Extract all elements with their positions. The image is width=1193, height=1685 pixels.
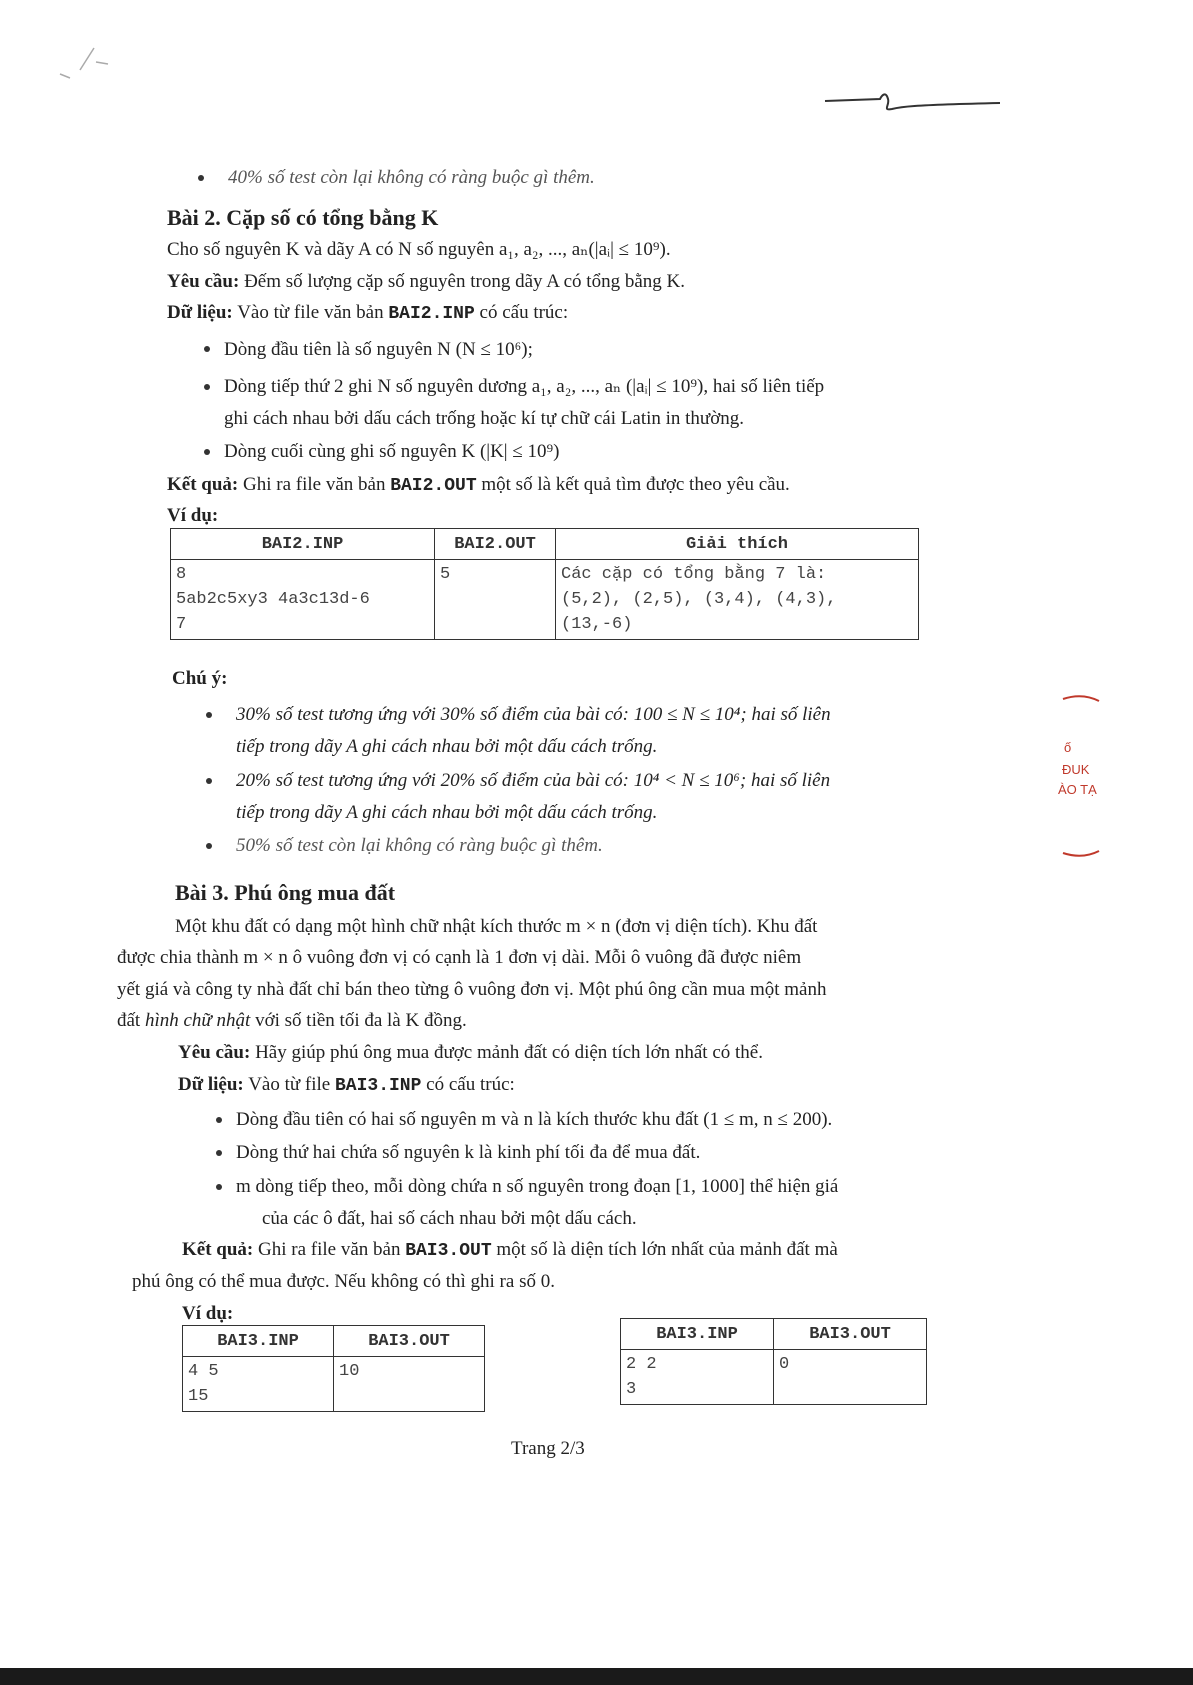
bai2-note-2: 20% số test tương ứng với 20% số điểm của bài có: 10⁴ < N ≤ 10⁶; hai số liên — [236, 770, 831, 791]
page-number: Trang 2/3 — [511, 1438, 585, 1459]
bullet — [216, 1150, 222, 1156]
table-cell-inp: 4 5 15 — [183, 1357, 334, 1412]
bai3-requirement — [178, 1039, 763, 1066]
data-label: Dữ liệu: — [167, 302, 233, 323]
table-header: BAI3.INP — [183, 1326, 334, 1357]
req-label: Yêu cầu: — [167, 271, 240, 292]
table-cell-out: 0 — [774, 1350, 927, 1405]
table-header: BAI3.OUT — [774, 1319, 927, 1350]
stamp-fragment-2: ĐUK — [1062, 762, 1090, 777]
table-cell-out: 5 — [435, 560, 556, 640]
result-label: Kết quả: — [167, 474, 239, 495]
bai2-title: Bài 2. Cặp số có tổng bằng K — [167, 205, 439, 230]
bai2-bullet-2-cont: ghi cách nhau bởi dấu cách trống hoặc kí tự chữ cái Latin in thường. — [224, 408, 745, 429]
table-header: BAI3.INP — [621, 1319, 774, 1350]
bullet — [216, 1184, 222, 1190]
bai2-result — [167, 471, 790, 500]
bai2-note-3: 50% số test còn lại không có ràng buộc gì thêm. — [236, 835, 603, 856]
para-italic: hình chữ nhật — [144, 1010, 251, 1031]
bai3-para-1: Một khu đất có dạng một hình chữ nhật kích thước m × n (đơn vị diện tích). Khu đất — [175, 916, 818, 937]
bai3-para-2: được chia thành m × n ô vuông đơn vị có cạnh là 1 đơn vị dài. Mỗi ô vuông đã được niêm — [117, 947, 802, 968]
bai3-result — [182, 1236, 838, 1265]
result-post: một số là kết quả tìm được theo yêu cầu. — [481, 474, 790, 495]
bai3-data — [178, 1071, 515, 1100]
table-cell-inp: 8 5ab2c5xy3 4a3c13d-6 7 — [171, 560, 435, 640]
bai3-title: Bài 3. Phú ông mua đất — [175, 880, 396, 905]
result-label: Kết quả: — [182, 1239, 254, 1260]
data-text-pre: Vào từ file — [248, 1074, 331, 1095]
scribble-mark — [50, 40, 130, 90]
bai3-para-3: yết giá và công ty nhà đất chỉ bán theo từng ô vuông đơn vị. Một phú ông cần mua một mảnh — [117, 979, 827, 1000]
stamp-fragment-1: ố — [1064, 740, 1072, 755]
table-cell-inp: 2 2 3 — [621, 1350, 774, 1405]
table-header: Giải thích — [556, 529, 919, 560]
bai3-para-4 — [117, 1007, 467, 1034]
bai2-bullet-2: Dòng tiếp thứ 2 ghi N số nguyên dương a₁, a₂, ..., aₙ (|aᵢ| ≤ 10⁹), hai số liên tiếp — [224, 376, 825, 397]
data-file: BAI2.INP — [388, 304, 475, 324]
table-header: BAI2.INP — [171, 529, 435, 560]
bai3-bullet-2: Dòng thứ hai chứa số nguyên k là kinh phí tối đa để mua đất. — [236, 1142, 701, 1163]
result-pre: Ghi ra file văn bản — [258, 1239, 401, 1260]
stamp-fragment-3: ÀO TẠ — [1058, 782, 1097, 797]
bai2-example-label: Ví dụ: — [167, 505, 219, 526]
bai3-example-table-2 — [620, 1318, 927, 1405]
top-note: 40% số test còn lại không có ràng buộc gì thêm. — [228, 167, 595, 188]
table-cell-explain: Các cặp có tổng bằng 7 là: (5,2), (2,5), (3,4), (4,3), (13,-6) — [556, 560, 919, 640]
para-post: với số tiền tối đa là K đồng. — [255, 1010, 467, 1031]
bai2-intro: Cho số nguyên K và dãy A có N số nguyên a₁, a₂, ..., aₙ(|aᵢ| ≤ 10⁹). — [167, 239, 671, 260]
bai3-bullet-3-cont: của các ô đất, hai số cách nhau bởi một dấu cách. — [262, 1208, 637, 1229]
req-label: Yêu cầu: — [178, 1042, 251, 1063]
bai2-requirement — [167, 268, 685, 295]
handwritten-mark — [820, 85, 1010, 125]
bai2-data — [167, 299, 568, 328]
req-text: Đếm số lượng cặp số nguyên trong dãy A có tổng bằng K. — [244, 271, 685, 292]
table-header: BAI3.OUT — [334, 1326, 485, 1357]
result-pre: Ghi ra file văn bản — [243, 474, 386, 495]
bai2-note-label: Chú ý: — [172, 668, 228, 689]
bai3-bullet-1: Dòng đầu tiên có hai số nguyên m và n là kích thước khu đất (1 ≤ m, n ≤ 200). — [236, 1109, 833, 1130]
data-label: Dữ liệu: — [178, 1074, 244, 1095]
bullet — [198, 175, 204, 181]
bai2-note-1: 30% số test tương ứng với 30% số điểm của bài có: 100 ≤ N ≤ 10⁴; hai số liên — [236, 704, 831, 725]
bai2-note-1-cont: tiếp trong dãy A ghi cách nhau bởi một dấu cách trống. — [236, 736, 658, 757]
bai3-example-label: Ví dụ: — [182, 1303, 234, 1324]
req-text: Hãy giúp phú ông mua được mảnh đất có diện tích lớn nhất có thể. — [255, 1042, 763, 1063]
bai3-bullet-3: m dòng tiếp theo, mỗi dòng chứa n số nguyên trong đoạn [1, 1000] thể hiện giá — [236, 1176, 839, 1197]
bullet — [206, 712, 212, 718]
data-file: BAI3.INP — [335, 1076, 422, 1096]
bai2-bullet-3: Dòng cuối cùng ghi số nguyên K (|K| ≤ 10⁹) — [224, 441, 560, 462]
bai2-example-table — [170, 528, 919, 640]
scan-edge — [0, 1668, 1193, 1685]
bai2-note-2-cont: tiếp trong dãy A ghi cách nhau bởi một dấu cách trống. — [236, 802, 658, 823]
bullet — [204, 346, 210, 352]
data-text-post: có cấu trúc: — [479, 302, 569, 323]
bullet — [204, 384, 210, 390]
bullet — [204, 449, 210, 455]
bullet — [216, 1117, 222, 1123]
result-file: BAI2.OUT — [390, 476, 477, 496]
table-cell-out: 10 — [334, 1357, 485, 1412]
bullet — [206, 778, 212, 784]
data-text-post: có cấu trúc: — [426, 1074, 515, 1095]
result-file: BAI3.OUT — [405, 1241, 492, 1261]
data-text-pre: Vào từ file văn bản — [237, 302, 384, 323]
bai3-result-line2: phú ông có thể mua được. Nếu không có thì ghi ra số 0. — [132, 1271, 555, 1292]
para-pre: đất — [117, 1010, 141, 1031]
bai2-bullet-1: Dòng đầu tiên là số nguyên N (N ≤ 10⁶); — [224, 339, 533, 360]
bai3-example-table-1 — [182, 1325, 485, 1412]
table-header: BAI2.OUT — [435, 529, 556, 560]
result-post: một số là diện tích lớn nhất của mảnh đất mà — [496, 1239, 838, 1260]
bullet — [206, 843, 212, 849]
